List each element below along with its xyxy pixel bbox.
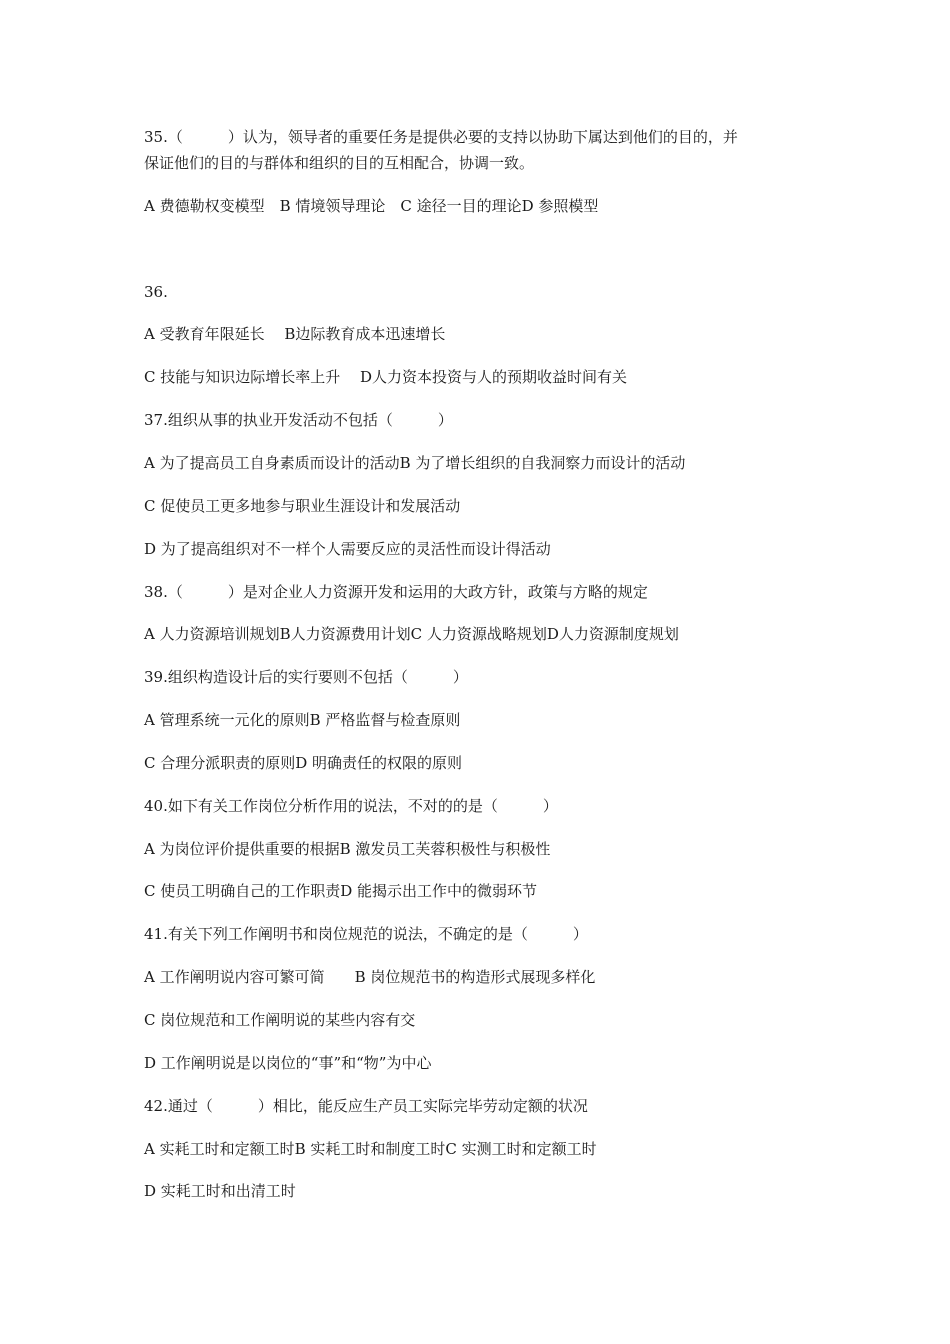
question-37-option-d: D 为了提高组织对不一样个人需要反应的灵活性而设计得活动	[144, 540, 551, 558]
question-41-option-c: C 岗位规范和工作阐明说的某些内容有交	[144, 1011, 416, 1029]
question-35-stem-line1: 35.（ ）认为，领导者的重要任务是提供必要的支持以协助下属达到他们的目的，并	[144, 128, 738, 146]
question-40-options-ab: A 为岗位评价提供重要的根据B 激发员工芙蓉积极性与积极性	[144, 840, 551, 858]
question-40-options-cd: C 使员工明确自己的工作职责D 能揭示出工作中的微弱环节	[144, 882, 538, 900]
question-35-options: A 费德勒权变模型 B 情境领导理论 C 途径一目的理论D 参照模型	[144, 197, 599, 215]
question-37-option-c: C 促使员工更多地参与职业生涯设计和发展活动	[144, 497, 461, 515]
question-39-options-ab: A 管理系统一元化的原则B 严格监督与检查原则	[144, 711, 461, 729]
question-36-stem: 36.	[144, 283, 168, 301]
question-37-options-ab: A 为了提高员工自身素质而设计的活动B 为了增长组织的自我洞察力而设计的活动	[144, 454, 686, 472]
question-40-stem: 40.如下有关工作岗位分析作用的说法，不对的的是（ ）	[144, 797, 558, 815]
question-39-options-cd: C 合理分派职责的原则D 明确责任的权限的原则	[144, 754, 463, 772]
question-36-options-ab: A 受教育年限延长 B边际教育成本迅速增长	[144, 325, 446, 343]
question-41-options-ab: A 工作阐明说内容可繁可简 B 岗位规范书的构造形式展现多样化	[144, 968, 596, 986]
question-38-options: A 人力资源培训规划B人力资源费用计划C 人力资源战略规划D人力资源制度规划	[144, 625, 679, 643]
question-42-options-abc: A 实耗工时和定额工时B 实耗工时和制度工时C 实测工时和定额工时	[144, 1140, 597, 1158]
question-41-stem: 41.有关下列工作阐明书和岗位规范的说法，不确定的是（ ）	[144, 925, 588, 943]
question-42-stem: 42.通过（ ）相比，能反应生产员工实际完毕劳动定额的状况	[144, 1097, 588, 1115]
question-42-option-d: D 实耗工时和出清工时	[144, 1182, 296, 1200]
question-38-stem: 38.（ ）是对企业人力资源开发和运用的大政方针，政策与方略的规定	[144, 583, 648, 601]
question-35-stem-line2: 保证他们的目的与群体和组织的目的互相配合，协调一致。	[144, 154, 535, 172]
question-39-stem: 39.组织构造设计后的实行要则不包括（ ）	[144, 668, 468, 686]
question-41-option-d: D 工作阐明说是以岗位的“事”和“物”为中心	[144, 1054, 432, 1072]
question-37-stem: 37.组织从事的执业开发活动不包括（ ）	[144, 411, 453, 429]
question-36-options-cd: C 技能与知识边际增长率上升 D人力资本投资与人的预期收益时间有关	[144, 368, 628, 386]
